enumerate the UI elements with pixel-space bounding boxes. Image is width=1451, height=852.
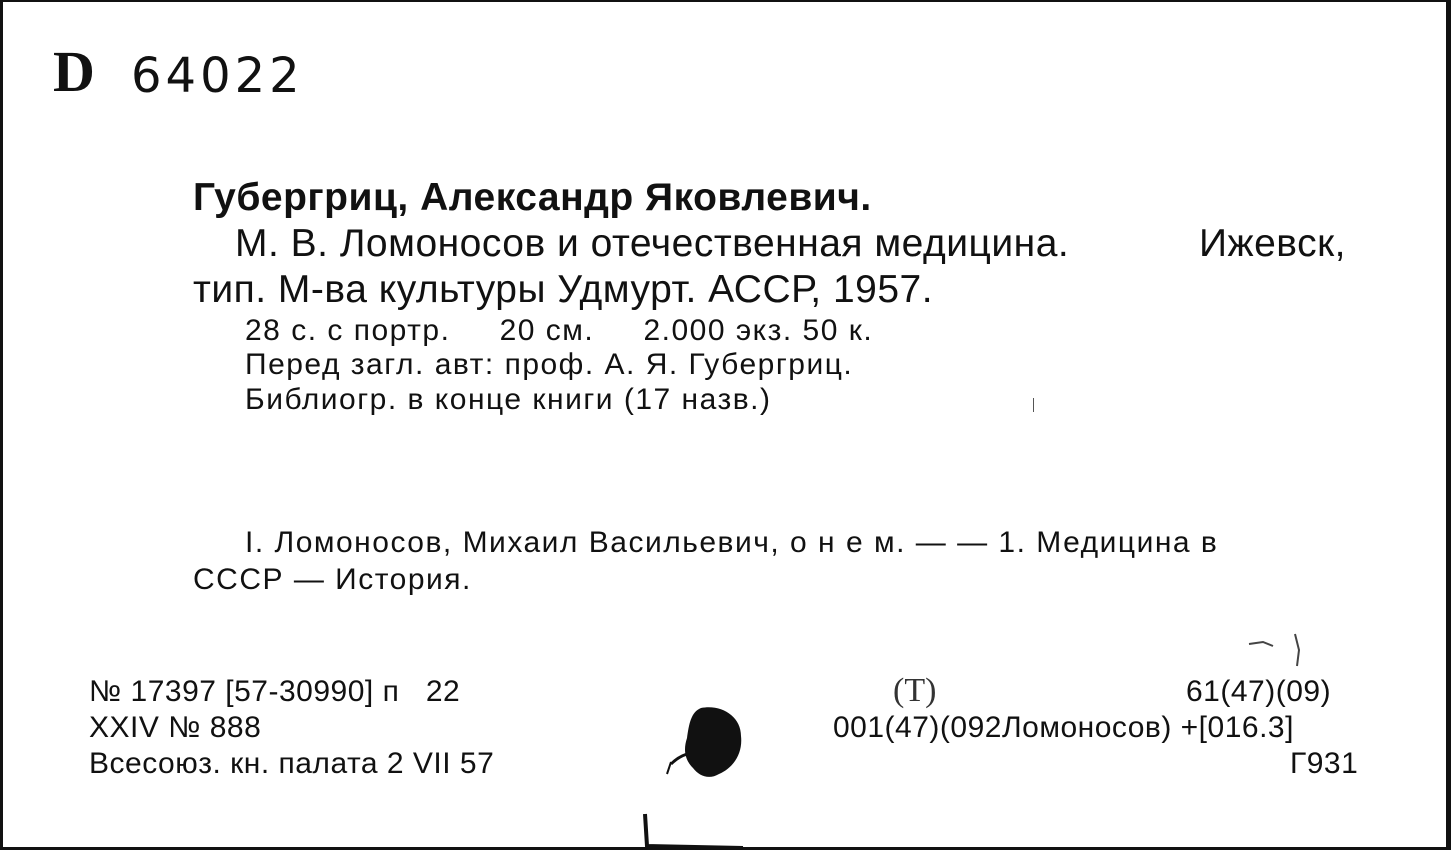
author-note: Перед загл. авт: проф. А. Я. Губергриц. xyxy=(245,348,854,381)
subject-tracing-line-2: СССР — История. xyxy=(193,563,472,596)
handwritten-call-prefix: D xyxy=(53,39,97,104)
classification-udc-1: 61(47)(09) xyxy=(1186,675,1332,708)
publisher-line: тип. М-ва культуры Удмурт. АССР, 1957. xyxy=(193,268,934,311)
author-heading: Губергриц, Александр Яковлевич. xyxy=(193,176,872,219)
stray-mark xyxy=(1033,398,1038,412)
stamp-mark: (Т) xyxy=(893,672,937,709)
registration-number: № 17397 [57-30990] п 22 xyxy=(89,675,461,708)
bottom-edge-mark xyxy=(633,810,753,852)
handwritten-call-number: 64022 xyxy=(131,48,304,104)
title-line: М. В. Ломоносов и отечественная медицина. xyxy=(235,222,1070,265)
bibliography-note: Библиогр. в конце книги (17 назв.) xyxy=(245,383,772,416)
classification-author-mark: Г931 xyxy=(1290,747,1359,780)
ink-blot xyxy=(663,702,753,792)
place-of-publication: Ижевск, xyxy=(1199,222,1346,265)
subject-tracing-line-1: I. Ломоносов, Михаил Васильевич, о н е м. — — 1. Медицина в xyxy=(245,526,1219,559)
series-number: XXIV № 888 xyxy=(89,711,262,744)
classification-udc-2: 001(47)(092Ломоносов) +[016.3] xyxy=(833,711,1294,744)
pencil-mark xyxy=(1243,630,1313,670)
chamber-date: Всесоюз. кн. палата 2 VII 57 xyxy=(89,747,495,780)
physical-details: 28 с. с портр. 20 см. 2.000 экз. 50 к. xyxy=(245,314,874,347)
